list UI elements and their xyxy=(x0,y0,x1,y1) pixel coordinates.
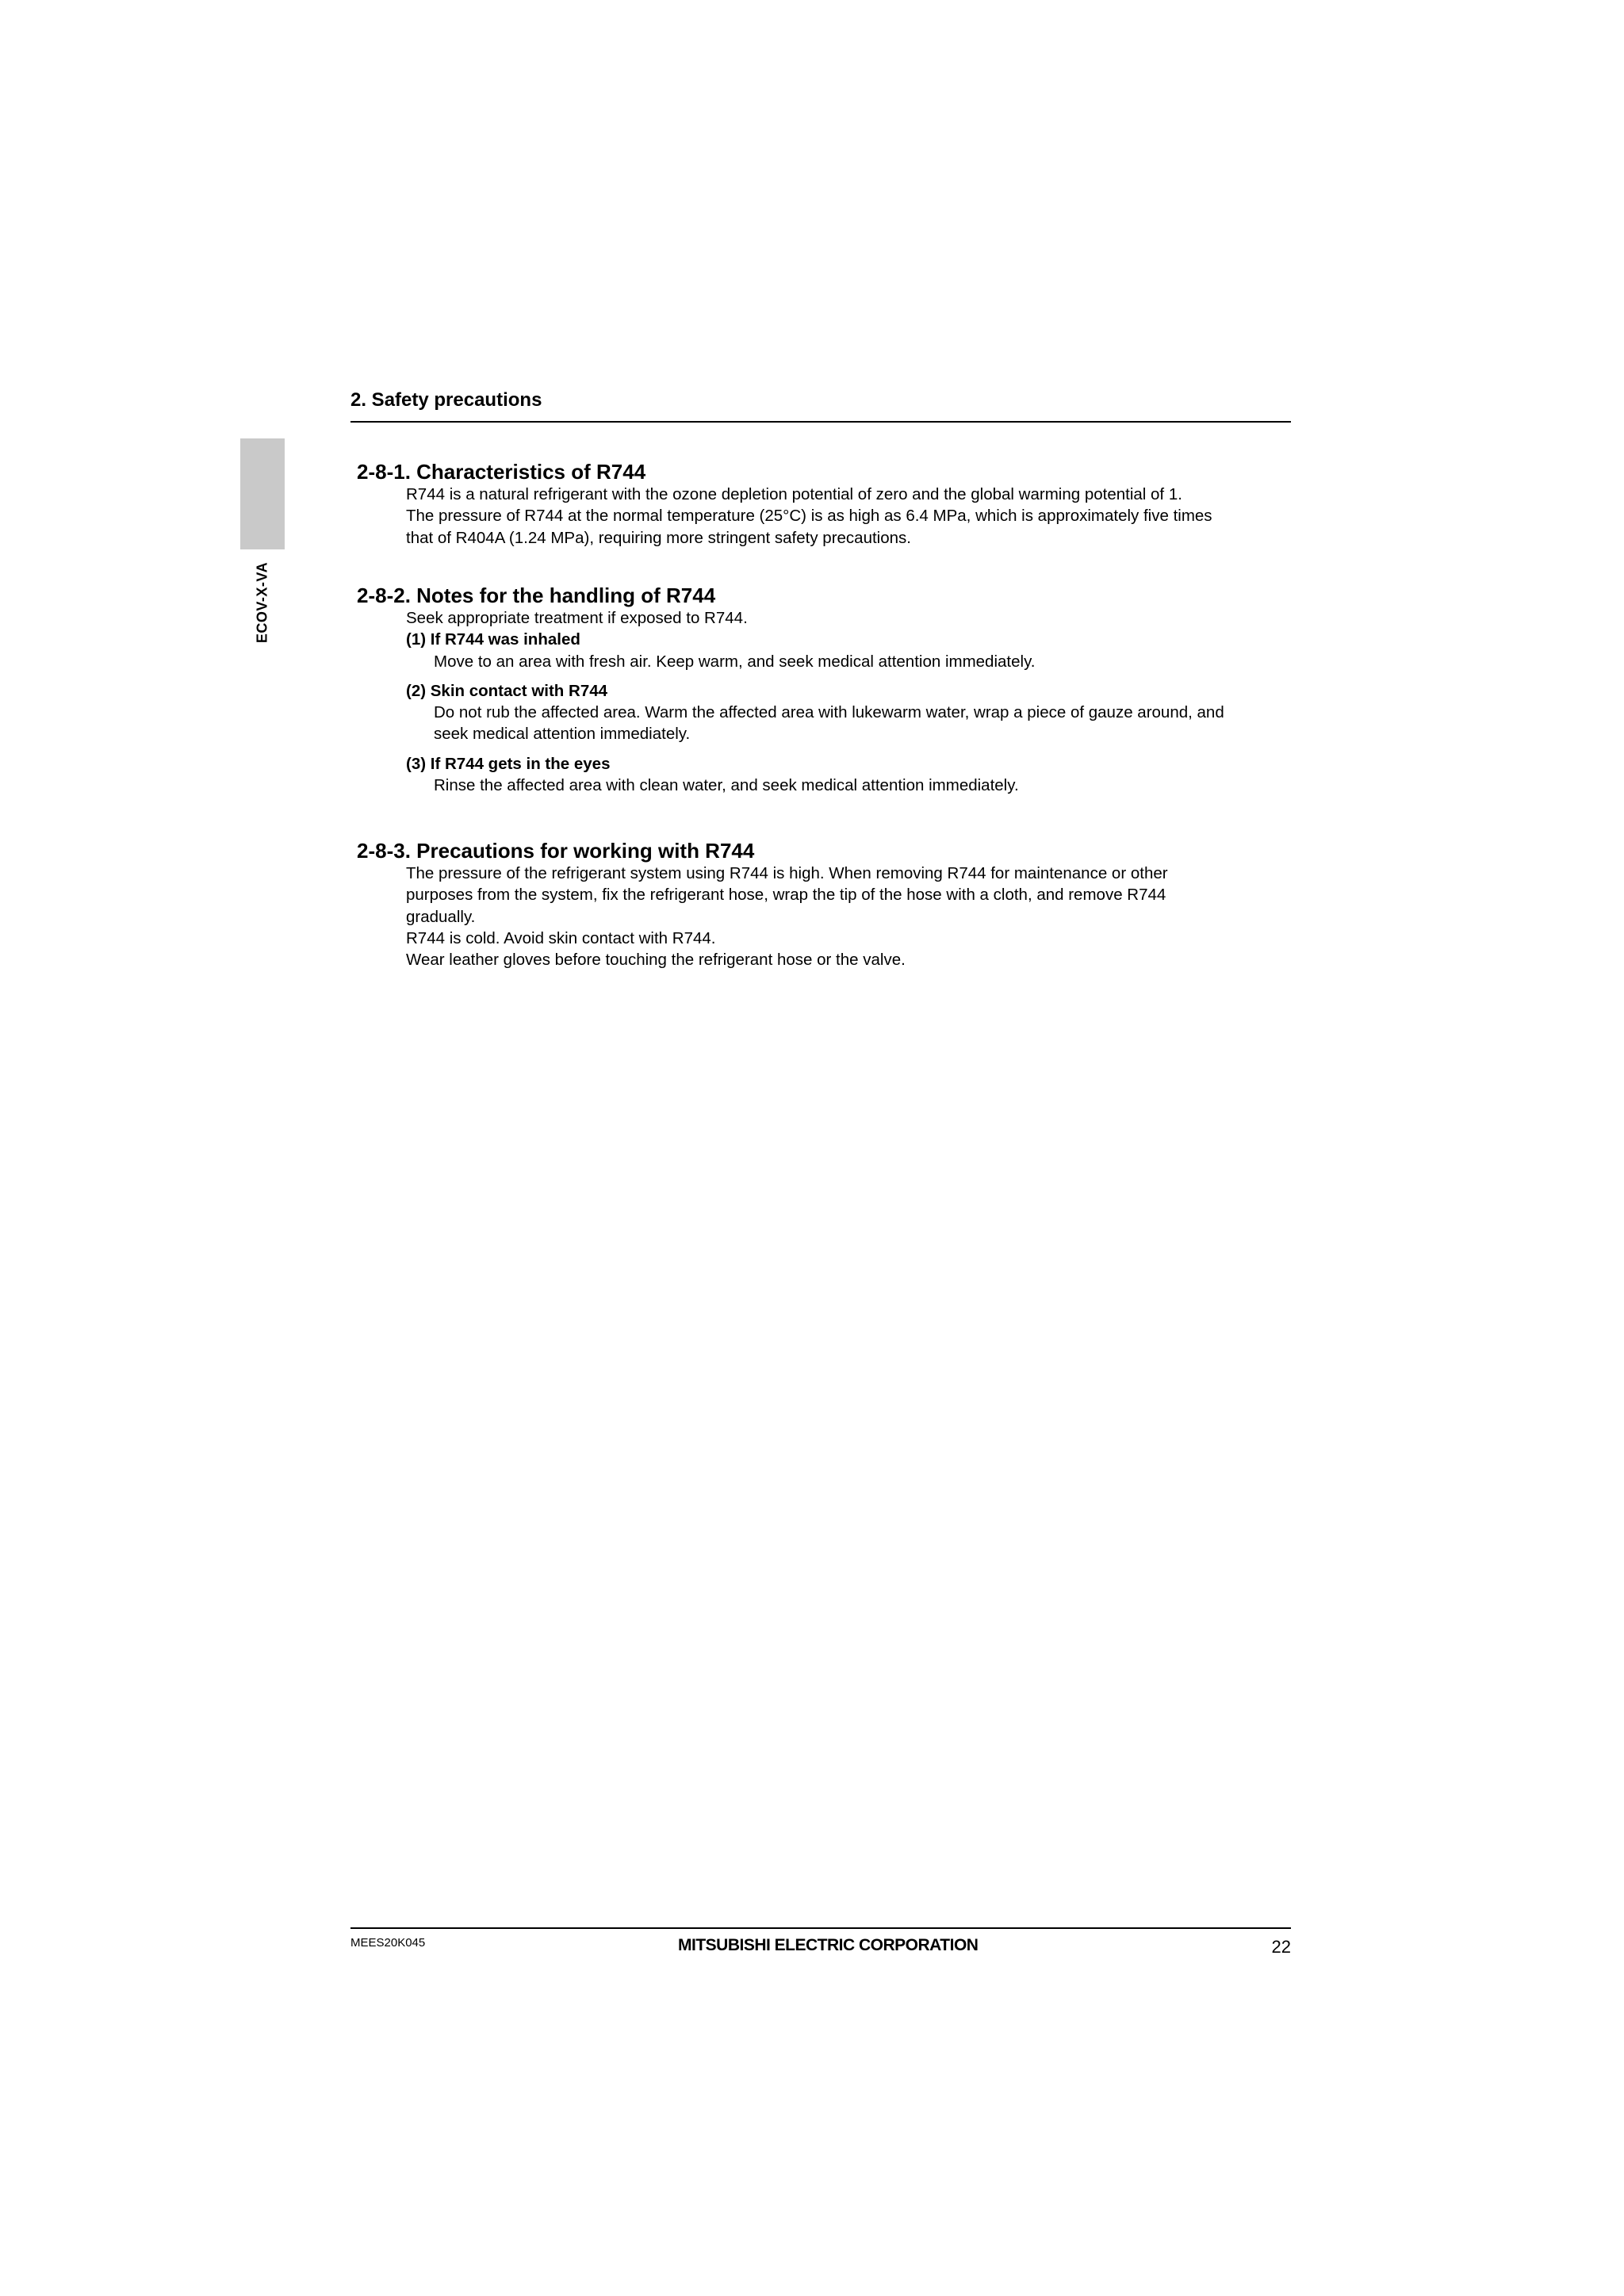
body-line: Seek appropriate treatment if exposed to R744. xyxy=(406,609,748,627)
section-heading: 2-8-1. Characteristics of R744 xyxy=(357,460,646,484)
section-handling-notes xyxy=(350,584,1291,796)
side-tab-label: ECOV-X-VA xyxy=(254,561,270,644)
subsection-heading: (2) Skin contact with R744 xyxy=(406,681,608,700)
body-line: purposes from the system, fix the refrigerant hose, wrap the tip of the hose with a cloth, and remove R744 xyxy=(406,886,1166,905)
body-line: gradually. xyxy=(406,907,476,926)
body-line: R744 is a natural refrigerant with the ozone depletion potential of zero and the global warming potential of 1. xyxy=(406,485,1182,503)
section-heading: 2-8-3. Precautions for working with R744 xyxy=(357,839,755,863)
section-header-title: 2. Safety precautions xyxy=(350,389,542,411)
subsection-heading: (3) If R744 gets in the eyes xyxy=(406,754,611,773)
section-characteristics xyxy=(350,460,1291,549)
body-line: that of R404A (1.24 MPa), requiring more stringent safety precautions. xyxy=(406,528,911,547)
page-number: 22 xyxy=(1271,1937,1291,1957)
body-line: The pressure of R744 at the normal temperature (25°C) is as high as 6.4 MPa, which is approximately five times xyxy=(406,507,1212,526)
header-divider xyxy=(350,421,1291,423)
subsection-line: Move to an area with fresh air. Keep warm, and seek medical attention immediately. xyxy=(434,652,1036,671)
section-body xyxy=(350,484,1291,549)
section-body xyxy=(350,863,1291,970)
section-working-precautions xyxy=(350,839,1291,970)
side-tab-marker xyxy=(240,438,285,549)
body-line: The pressure of the refrigerant system using R744 is high. When removing R744 for maintenance or other xyxy=(406,864,1168,882)
subsection-heading: (1) If R744 was inhaled xyxy=(406,630,580,649)
subsection-line: seek medical attention immediately. xyxy=(434,725,691,744)
footer-divider xyxy=(350,1927,1291,1929)
section-body xyxy=(350,607,1291,796)
subsection-line: Rinse the affected area with clean water, and seek medical attention immediately. xyxy=(434,776,1019,795)
body-line: Wear leather gloves before touching the refrigerant hose or the valve. xyxy=(406,951,906,970)
section-heading: 2-8-2. Notes for the handling of R744 xyxy=(357,584,716,607)
company-name: MITSUBISHI ELECTRIC CORPORATION xyxy=(678,1936,979,1954)
document-code: MEES20K045 xyxy=(350,1936,426,1950)
subsection-line: Do not rub the affected area. Warm the affected area with lukewarm water, wrap a piece of gauze around, and xyxy=(434,703,1224,722)
body-line: R744 is cold. Avoid skin contact with R744. xyxy=(406,928,716,947)
